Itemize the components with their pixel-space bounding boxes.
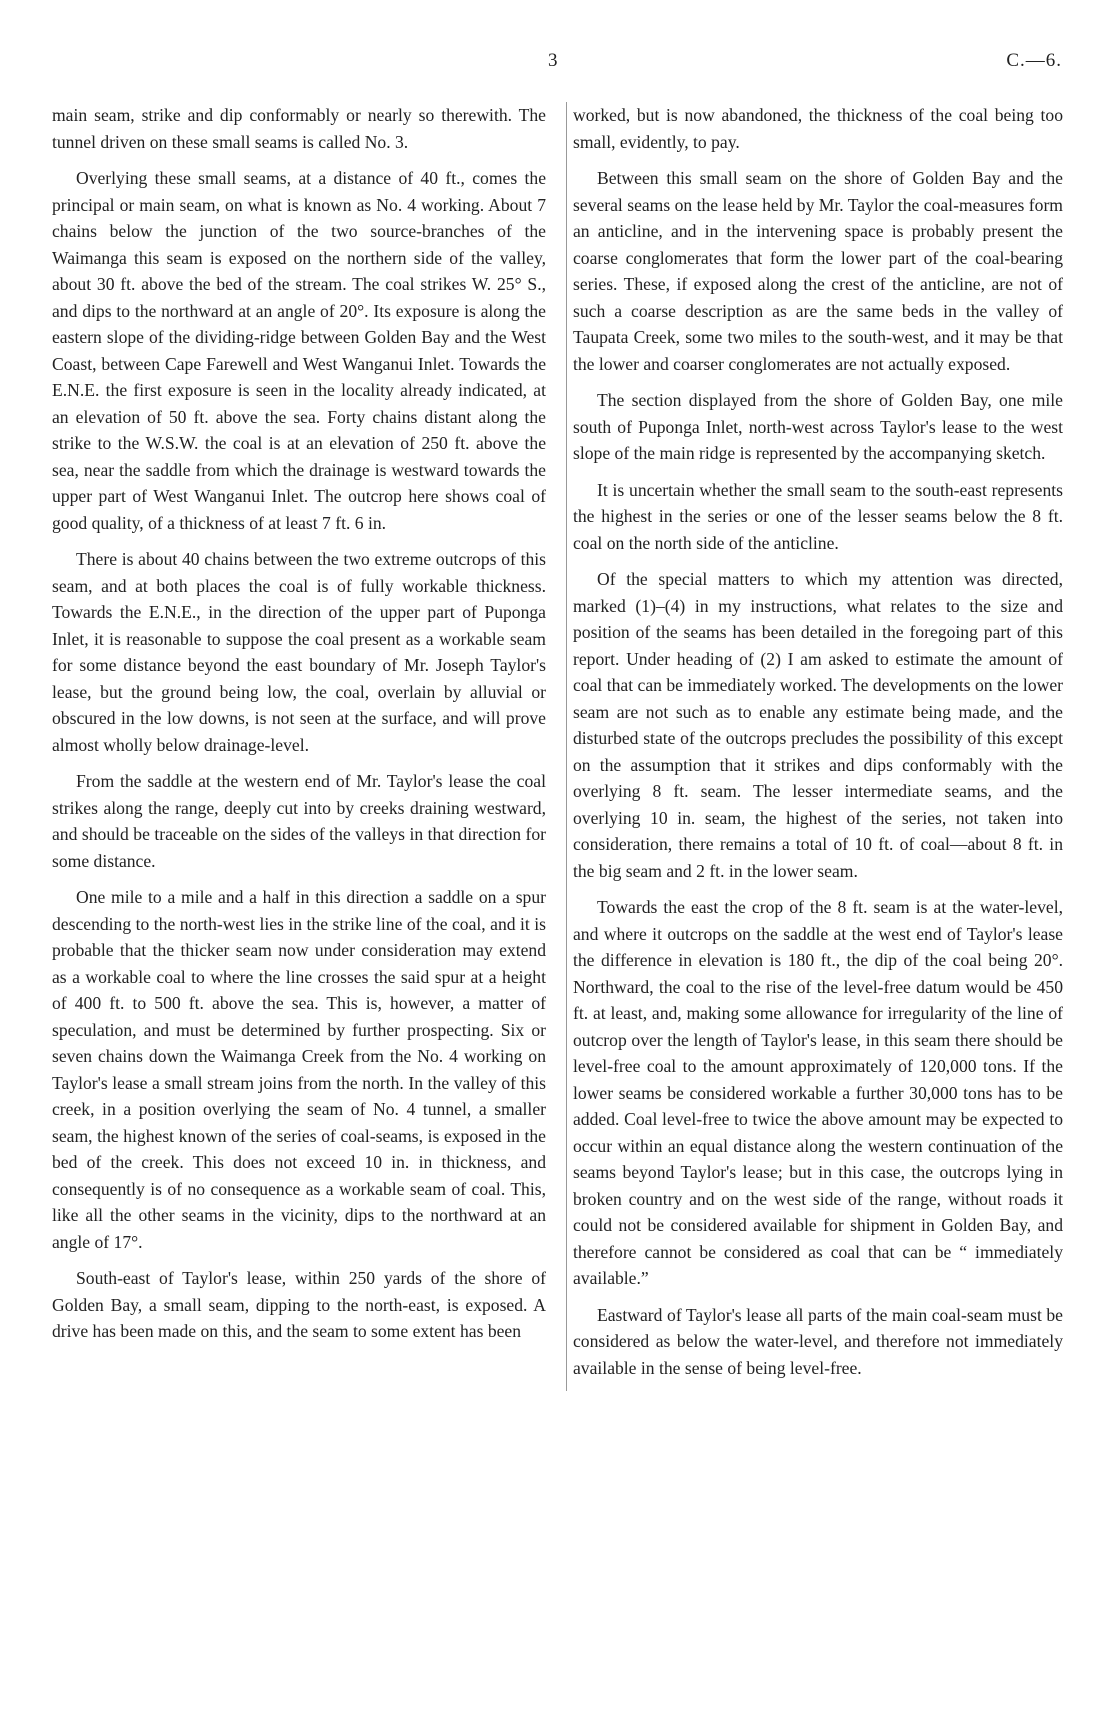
page-header xyxy=(0,50,1114,80)
paragraph: worked, but is now abandoned, the thickness of the coal being too small, evidently, to pay. xyxy=(573,105,1063,152)
page-number: 3 xyxy=(548,50,558,71)
left-column xyxy=(52,102,546,1355)
paragraph: Towards the east the crop of the 8 ft. seam is at the water-level, and where it outcrops on the saddle at the west end of Taylor's lease the difference in elevation is 180 ft., the dip of the coal being 20°. Northward, the coal to the rise of the level-free datum would be 450 ft. at least, and, making some allowance for irregularity of the line of outcrop over the length of Taylor's lease, in this seam there should be level-free coal to the amount approximately of 120,000 tons. If the lower seams be considered workable a further 30,000 tons has to be added. Coal level-free to twice the above amount may be expected to occur within an equal distance along the western continuation of the seams beyond Taylor's lease; but in this case, the outcrops lying in broken country and on the west side of the range, without roads it could not be considered available for shipment in Golden Bay, and therefore cannot be considered as coal that can be “ immediately available.” xyxy=(573,897,1063,1288)
paragraph: One mile to a mile and a half in this direction a saddle on a spur descending to the north-west lies in the strike line of the coal, and it is probable that the thicker seam now under consideration may extend as a workable coal to where the line crosses the said spur at a height of 400 ft. to 500 ft. above the sea. This is, however, a matter of speculation, and must be determined by further prospecting. Six or seven chains down the Waimanga Creek from the No. 4 working on Taylor's lease a small stream joins from the north. In the valley of this creek, in a position overlying the seam of No. 4 tunnel, a smaller seam, the highest known of the series of coal-seams, is exposed in the bed of the creek. This does not exceed 10 in. in thickness, and consequently is of no consequence as a workable seam of coal. This, like all the other seams in the vicinity, dips to the northward at an angle of 17°. xyxy=(52,887,546,1252)
paragraph: main seam, strike and dip conformably or nearly so therewith. The tunnel driven on these small seams is called No. 3. xyxy=(52,105,546,152)
paragraph: Overlying these small seams, at a distance of 40 ft., comes the principal or main seam, on what is known as No. 4 working. About 7 chains below the junction of the two source-branches of the Waimanga this seam is exposed on the northern side of the valley, about 30 ft. above the bed of the stream. The coal strikes W. 25° S., and dips to the northward at an angle of 20°. Its exposure is along the eastern slope of the dividing-ridge between Golden Bay and the West Coast, between Cape Farewell and West Wanganui Inlet. Towards the E.N.E. the first exposure is seen in the locality already indicated, at an elevation of 50 ft. above the sea. Forty chains distant along the strike to the W.S.W. the coal is at an elevation of 250 ft. above the sea, near the saddle from which the drainage is westward towards the upper part of West Wanganui Inlet. The outcrop here shows coal of good quality, of a thickness of at least 7 ft. 6 in. xyxy=(52,168,546,533)
right-column xyxy=(566,102,1063,1391)
paragraph: It is uncertain whether the small seam to the south-east represents the highest in the series or one of the lesser seams below the 8 ft. coal on the north side of the anticline. xyxy=(573,479,1063,553)
document-code: C.—6. xyxy=(1006,50,1062,71)
paragraph: From the saddle at the western end of Mr. Taylor's lease the coal strikes along the range, deeply cut into by creeks draining westward, and should be traceable on the sides of the valleys in that direction for some distance. xyxy=(52,771,546,871)
paragraph: There is about 40 chains between the two extreme outcrops of this seam, and at both places the coal is of fully workable thickness. Towards the E.N.E., in the direction of the upper part of Puponga Inlet, it is reasonable to suppose the coal present as a workable seam for some distance beyond the east boundary of Mr. Joseph Taylor's lease, but the ground being low, the coal, overlain by alluvial or obscured in the low downs, is not seen at the surface, and will prove almost wholly below drainage-level. xyxy=(52,549,546,755)
paragraph: South-east of Taylor's lease, within 250 yards of the shore of Golden Bay, a small seam, dipping to the north-east, is exposed. A drive has been made on this, and the seam to some extent has been xyxy=(52,1268,546,1341)
paragraph: The section displayed from the shore of Golden Bay, one mile south of Puponga Inlet, north-west across Taylor's lease to the west slope of the main ridge is represented by the accompanying sketch. xyxy=(573,390,1063,463)
paragraph: Eastward of Taylor's lease all parts of the main coal-seam must be considered as below the water-level, and therefore not immediately available in the sense of being level-free. xyxy=(573,1304,1063,1378)
paragraph: Of the special matters to which my attention was directed, marked (1)–(4) in my instructions, what relates to the size and position of the seams has been detailed in the foregoing part of this report. Under heading of (2) I am asked to estimate the amount of coal that can be immediately worked. The developments on the lower seam are not such as to enable any estimate being made, and the disturbed state of the outcrops precludes the possibility of this except on the assumption that it strikes and dips conformably with the overlying 8 ft. seam. The lesser intermediate seams, and the overlying 10 in. seam, the highest of the series, not taken into consideration, there remains a total of 10 ft. of coal—about 8 ft. in the big seam and 2 ft. in the lower seam. xyxy=(573,569,1063,881)
paragraph: Between this small seam on the shore of Golden Bay and the several seams on the lease held by Mr. Taylor the coal-measures form an anticline, and in the intervening space is probably present the coarse conglomerates that form the lower part of the coal-bearing series. These, if exposed along the crest of the anticline, are not of such a coarse description as are the same beds in the valley of Taupata Creek, some two miles to the south-west, and it may be that the lower and coarser conglomerates are not actually exposed. xyxy=(573,168,1063,374)
